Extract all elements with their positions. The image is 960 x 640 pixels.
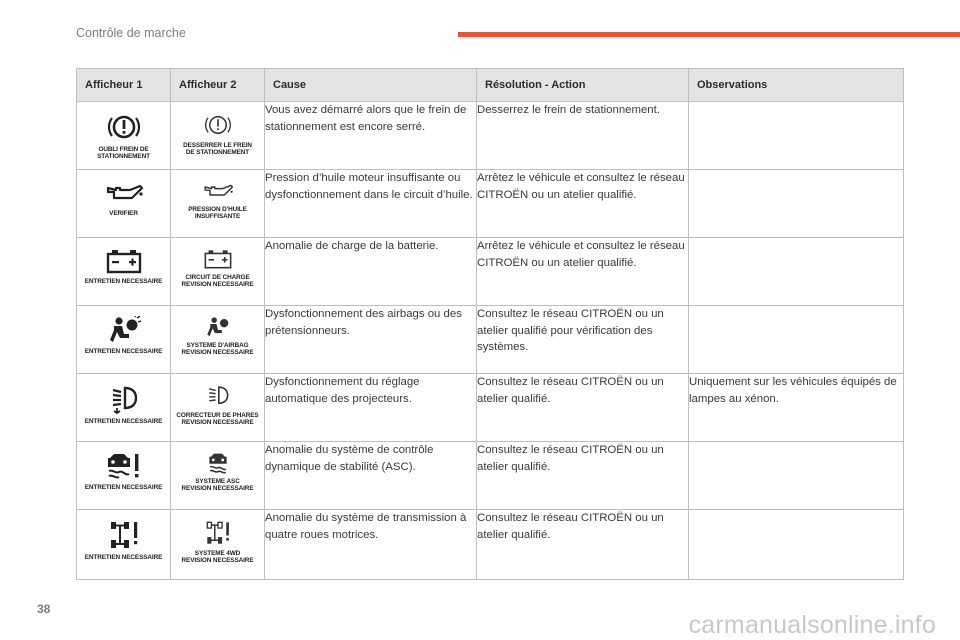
- column-header: Afficheur 2: [171, 69, 265, 102]
- display-caption: DESSERRER LE FREIN DE STATIONNEMENT: [183, 142, 252, 156]
- stability-control-icon: [207, 452, 229, 474]
- watermark-text: carmanualsonline.info: [688, 611, 936, 639]
- table-row: [77, 510, 904, 580]
- column-header: Cause: [265, 69, 477, 102]
- display-caption: OUBLI FREIN DE STATIONNEMENT: [97, 146, 150, 160]
- display-caption: ENTRETIEN NECESSAIRE: [84, 278, 163, 285]
- warning-table: [76, 68, 904, 580]
- display-2-cell: [171, 374, 265, 442]
- battery-icon: [203, 248, 233, 270]
- display-1-cell: [77, 442, 171, 510]
- oil-can-icon: [104, 180, 144, 206]
- display-2-cell: [171, 306, 265, 374]
- display-caption: CIRCUIT DE CHARGE REVISION NECESSAIRE: [181, 274, 254, 288]
- cause-cell: Anomalie du système de contrôle dynamique de stabilité (ASC).: [265, 442, 477, 510]
- action-cell: Arrêtez le véhicule et consultez le réseau CITROËN ou un atelier qualifié.: [477, 170, 689, 238]
- display-caption: SYSTEME ASC REVISION NECESSAIRE: [181, 478, 254, 492]
- table-row: [77, 374, 904, 442]
- observations-cell: [689, 510, 904, 580]
- cause-cell: Anomalie du système de transmission à quatre roues motrices.: [265, 510, 477, 580]
- table-header-row: [77, 69, 904, 102]
- airbag-icon: [107, 316, 141, 344]
- action-cell: Consultez le réseau CITROËN ou un atelier qualifié pour vérification des systèmes.: [477, 306, 689, 374]
- headlamp-leveling-icon: [109, 384, 139, 414]
- cause-cell: Pression d’huile moteur insuffisante ou dysfonctionnement dans le circuit d’huile.: [265, 170, 477, 238]
- display-1-cell: [77, 102, 171, 170]
- action-cell: Consultez le réseau CITROËN ou un atelier qualifié.: [477, 442, 689, 510]
- observations-cell: [689, 170, 904, 238]
- header-accent-bar: [458, 32, 960, 37]
- display-1-cell: [77, 170, 171, 238]
- observations-cell: [689, 306, 904, 374]
- display-caption: ENTRETIEN NECESSAIRE: [84, 348, 163, 355]
- display-1-cell: [77, 510, 171, 580]
- display-caption: ENTRETIEN NECESSAIRE: [84, 418, 163, 425]
- airbag-icon: [205, 316, 231, 338]
- cause-cell: Dysfonctionnement des airbags ou des prétensionneurs.: [265, 306, 477, 374]
- headlamp-leveling-icon: [206, 384, 230, 408]
- page-number: 38: [37, 602, 51, 616]
- table-row: [77, 102, 904, 170]
- column-header: Observations: [689, 69, 904, 102]
- battery-icon: [105, 248, 143, 274]
- display-2-cell: [171, 170, 265, 238]
- display-2-cell: [171, 238, 265, 306]
- section-title: Contrôle de marche: [76, 26, 186, 40]
- action-cell: Consultez le réseau CITROËN ou un atelier qualifié.: [477, 510, 689, 580]
- stability-control-icon: [105, 452, 143, 480]
- display-caption: SYSTEME 4WD REVISION NECESSAIRE: [181, 550, 254, 564]
- column-header: Afficheur 1: [77, 69, 171, 102]
- display-caption: ENTRETIEN NECESSAIRE: [84, 554, 163, 561]
- cause-cell: Vous avez démarré alors que le frein de stationnement est encore serré.: [265, 102, 477, 170]
- table-row: [77, 442, 904, 510]
- observations-cell: [689, 102, 904, 170]
- table-row: [77, 306, 904, 374]
- parking-brake-warning-icon: [107, 112, 141, 142]
- display-caption: ENTRETIEN NECESSAIRE: [84, 484, 163, 491]
- action-cell: Desserrez le frein de stationnement.: [477, 102, 689, 170]
- action-cell: Arrêtez le véhicule et consultez le réseau CITROËN ou un atelier qualifié.: [477, 238, 689, 306]
- display-2-cell: [171, 102, 265, 170]
- display-1-cell: [77, 238, 171, 306]
- column-header: Résolution - Action: [477, 69, 689, 102]
- display-1-cell: [77, 306, 171, 374]
- display-2-cell: [171, 442, 265, 510]
- display-2-cell: [171, 510, 265, 580]
- table-row: [77, 238, 904, 306]
- cause-cell: Dysfonctionnement du réglage automatique des projecteurs.: [265, 374, 477, 442]
- display-caption: SYSTEME D'AIRBAG REVISION NECESSAIRE: [181, 342, 254, 356]
- display-caption: CORRECTEUR DE PHARES REVISION NECESSAIRE: [176, 412, 259, 426]
- cause-cell: Anomalie de charge de la batterie.: [265, 238, 477, 306]
- observations-cell: [689, 442, 904, 510]
- observations-cell: [689, 238, 904, 306]
- parking-brake-warning-icon: [204, 112, 232, 138]
- four-wheel-drive-icon: [107, 520, 141, 550]
- table-row: [77, 170, 904, 238]
- action-cell: Consultez le réseau CITROËN ou un atelier qualifié.: [477, 374, 689, 442]
- observations-cell: Uniquement sur les véhicules équipés de lampes au xénon.: [689, 374, 904, 442]
- display-1-cell: [77, 374, 171, 442]
- display-caption: VERIFIER: [109, 210, 138, 217]
- display-caption: PRESSION D'HUILE INSUFFISANTE: [188, 206, 247, 220]
- oil-can-icon: [202, 180, 234, 202]
- four-wheel-drive-icon: [204, 520, 232, 546]
